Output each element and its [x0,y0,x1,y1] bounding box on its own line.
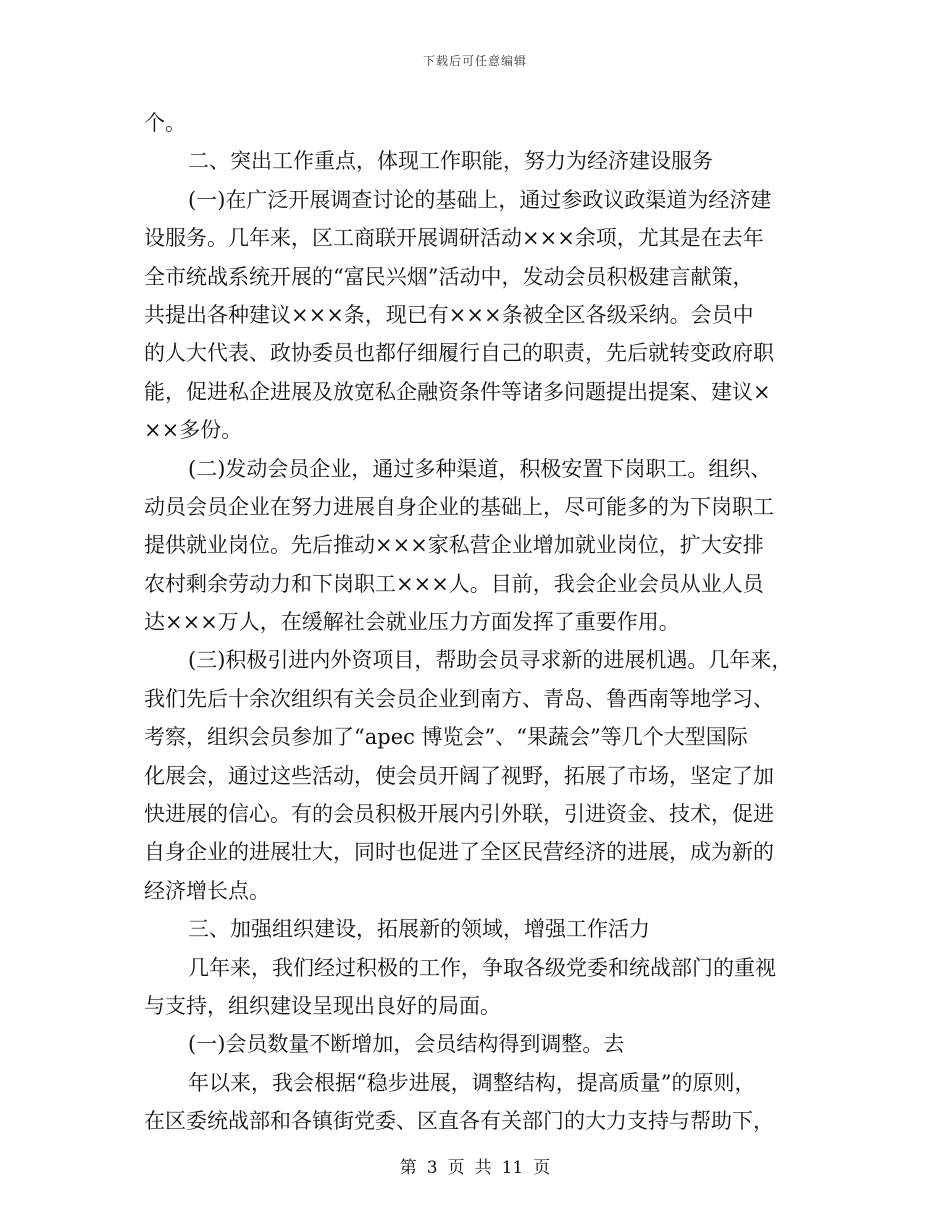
footer-total-pages: 11 [501,1158,524,1178]
text-line: 与支持，组织建设呈现出良好的局面。 [144,993,501,1018]
footer-ye-2: 页 [533,1158,551,1178]
text-line: 我们先后十余次组织有关会员企业到南方、青岛、鲁西南等地学习、 [144,686,774,711]
text-line: 考察，组织会员参加了“apec 博览会”、“果蔬会”等几个大型国际 [144,725,748,750]
text-line: 在区委统战部和各镇街党委、区直各有关部门的大力支持与帮助下， [144,1109,774,1134]
text-line: 农村剩余劳动力和下岗职工×××人。目前，我会企业会员从业人员 [144,571,764,596]
page-footer [0,1153,950,1178]
text-line: 达×××万人，在缓解社会就业压力方面发挥了重要作用。 [144,610,680,635]
text-line: 年以来，我会根据“稳步进展，调整结构，提高质量”的原则， [188,1070,756,1095]
text-line: (三)积极引进内外资项目，帮助会员寻求新的进展机遇。几年来， [188,648,793,673]
footer-ye: 页 [447,1158,465,1178]
footer-di: 第 [399,1158,417,1178]
footer-gong: 共 [474,1158,492,1178]
text-line: ××多份。 [144,418,243,443]
text-line: 自身企业的进展壮大，同时也促进了全区民营经济的进展，成为新的 [144,840,774,865]
text-line: 二、突出工作重点，体现工作职能，努力为经济建设服务 [188,149,713,174]
text-line: (二)发动会员企业，通过多种渠道，积极安置下岗职工。组织、 [188,456,772,481]
text-line: 提供就业岗位。先后推动×××家私营企业增加就业岗位，扩大安排 [144,533,764,558]
text-line: 能，促进私企进展及放宽私企融资条件等诸多问题提出提案、建议× [144,379,771,404]
footer-page-number: 3 [426,1158,438,1178]
text-line: 几年来，我们经过积极的工作，争取各级党委和统战部门的重视 [188,955,776,980]
text-line: 经济增长点。 [144,878,270,903]
text-line: 三、加强组织建设，拓展新的领域，增强工作活力 [188,917,650,942]
page-header-note: 下载后可任意编辑 [422,54,527,68]
text-line: 化展会，通过这些活动，使会员开阔了视野，拓展了市场，坚定了加 [144,763,774,788]
text-line: 个。 [144,111,186,135]
text-line: 共提出各种建议×××条，现已有×××条被全区各级采纳。会员中 [144,302,754,327]
text-line: (一)在广泛开展调查讨论的基础上，通过参政议政渠道为经济建 [188,187,772,212]
text-line: 的人大代表、政协委员也都仔细履行自己的职责，先后就转变政府职 [144,341,774,366]
body-text [144,104,804,1141]
text-line: (一)会员数量不断增加，会员结构得到调整。去 [188,1032,625,1057]
text-line: 快进展的信心。有的会员积极开展内引外联，引进资金、技术，促进 [144,802,774,827]
text-line: 设服务。几年来，区工商联开展调研活动×××余项，尤其是在去年 [144,226,764,251]
text-line: 全市统战系统开展的“富民兴烟”活动中，发动会员积极建言献策， [144,264,754,289]
text-line: 动员会员企业在努力进展自身企业的基础上，尽可能多的为下岗职工 [144,494,774,519]
